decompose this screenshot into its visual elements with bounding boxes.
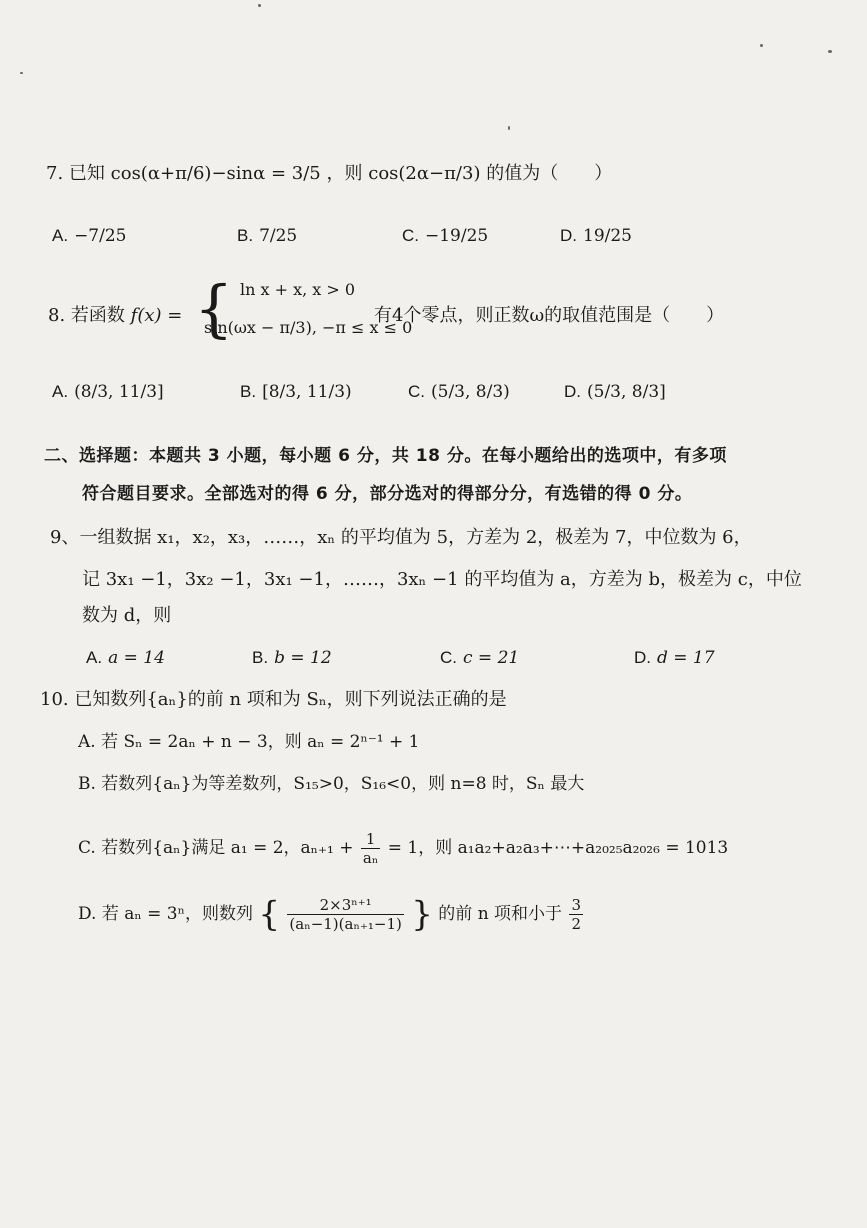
q8-option-a[interactable]: A. (8/3, 11/3]	[52, 382, 164, 402]
q10-c-fraction: $\frac{1}{\text{aₙ}}$	[362, 830, 379, 867]
q7-target: cos(2α−π/3)	[368, 163, 481, 184]
scan-speck	[760, 44, 763, 47]
scan-speck	[20, 72, 23, 74]
q10-option-d[interactable]: D. 若 aₙ = 3ⁿ，则数列 { $\frac{\text{2×3ⁿ⁺¹}}{\text{(aₙ−1)(aₙ₊₁−1)}}$ } 的前 n 项和小于 $\frac{3}{2}$	[78, 894, 582, 935]
q10-stem: 10. 已知数列{aₙ}的前 n 项和为 Sₙ，则下列说法正确的是	[40, 689, 507, 710]
section-2-heading-line-2: 符合题目要求。全部选对的得 6 分，部分选对的得部分分，有选错的得 0 分。	[82, 484, 693, 504]
q8-number-stem: 8. 若函数 f(x) =	[48, 305, 183, 326]
q10-option-c[interactable]: C. 若数列{aₙ}满足 a₁ = 2，aₙ₊₁ + $\frac{1}{\text{aₙ}}$ = 1，则 a₁a₂+a₂a₃+⋯+a₂₀₂₅a₂₀₂₆ = 1013	[78, 830, 729, 867]
q7-expression: cos(α+π/6)−sinα = 3/5	[110, 163, 321, 184]
q10-d-left-brace: {	[258, 894, 280, 935]
q9-stem-line-3: 数为 d，则	[82, 605, 172, 626]
q9-option-d[interactable]: D. d = 17	[634, 648, 715, 668]
section-2-heading-line-1: 二、选择题：本题共 3 小题，每小题 6 分，共 18 分。在每小题给出的选项中，有多项	[44, 446, 727, 466]
q9-option-a[interactable]: A. a = 14	[86, 648, 165, 668]
scan-speck	[508, 126, 510, 130]
q10-d-right-brace: }	[411, 894, 433, 935]
q8-left-brace: {	[194, 272, 234, 345]
q7-option-c[interactable]: C. −19/25	[402, 226, 489, 246]
q8-stem-post: 有4个零点，则正数ω的取值范围是（ ）	[374, 305, 725, 326]
q8-option-c[interactable]: C. (5/3, 8/3)	[408, 382, 510, 402]
scan-speck	[258, 4, 261, 7]
q9-stem-line-1: 9、一组数据 x₁，x₂，x₃，……，xₙ 的平均值为 5，方差为 2，极差为 7，中位数为 6，	[50, 527, 752, 548]
q8-option-d[interactable]: D. (5/3, 8/3]	[564, 382, 666, 402]
q9-option-b[interactable]: B. b = 12	[252, 648, 332, 668]
q8-case-1: ln x + x, x > 0	[240, 280, 356, 299]
q10-d-sequence-fraction: $\frac{\text{2×3ⁿ⁺¹}}{\text{(aₙ−1)(aₙ₊₁−1)}}$	[289, 896, 402, 933]
q7-option-a[interactable]: A. −7/25	[52, 226, 127, 246]
q7-option-d[interactable]: D. 19/25	[560, 226, 632, 246]
q9-stem-line-2: 记 3x₁ −1，3x₂ −1，3x₁ −1，……，3xₙ −1 的平均值为 a，方差为 b，极差为 c，中位	[82, 569, 802, 590]
q8-function-name: f(x) =	[130, 305, 183, 326]
q7-option-b[interactable]: B. 7/25	[237, 226, 298, 246]
scan-speck	[828, 50, 832, 53]
q10-option-b[interactable]: B. 若数列{aₙ}为等差数列，S₁₅>0，S₁₆<0，则 n=8 时，Sₙ 最大	[78, 774, 585, 794]
q7-stem: 7. 已知 cos(α+π/6)−sinα = 3/5 ，则 cos(2α−π/3) 的值为（ ）	[46, 163, 613, 184]
q10-d-bound-fraction: $\frac{3}{2}$	[571, 896, 582, 933]
q8-case-2: sin(ωx − π/3), −π ≤ x ≤ 0	[204, 318, 413, 337]
q10-option-a[interactable]: A. 若 Sₙ = 2aₙ + n − 3，则 aₙ = 2ⁿ⁻¹ + 1	[78, 732, 420, 752]
q9-option-c[interactable]: C. c = 21	[440, 648, 520, 668]
q8-option-b[interactable]: B. [8/3, 11/3)	[240, 382, 352, 402]
